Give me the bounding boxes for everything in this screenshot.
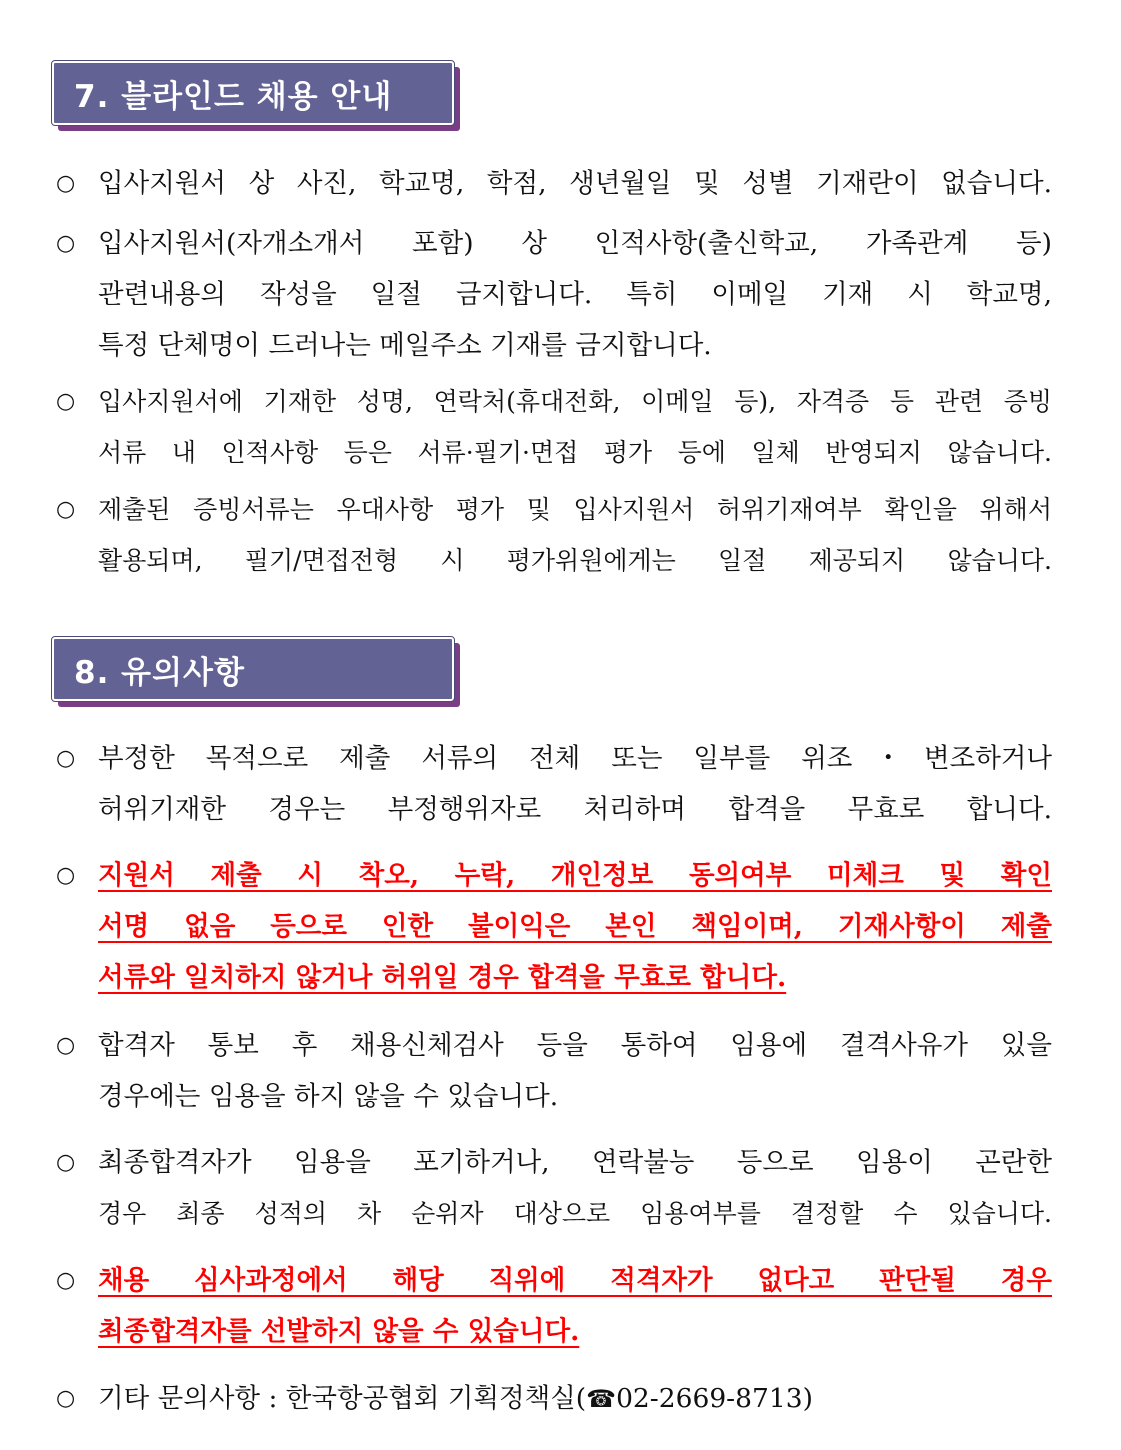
item-line: 경우에는 임용을 하지 않을 수 있습니다. [98,1081,559,1112]
contact-prefix: 기타 문의사항 : 한국항공협회 기획정책실( [98,1383,587,1414]
bullet-icon: ○ [56,497,76,522]
item-line: 제출된 증빙서류는 우대사항 평가 및 입사지원서 허위기재여부 확인을 위해서 [98,495,1052,524]
item-line: 최종합격자가 임용을 포기하거나, 연락불능 등으로 임용이 곤란한 [98,1147,1052,1178]
item-line-text: 서명 없음 등으로 인한 불이익은 본인 책임이며, 기재사항이 제출 [98,911,1052,942]
section8-header [52,637,454,701]
item-line-emphasis [98,1255,1052,1306]
bullet-icon: ○ [56,389,76,414]
item-line-emphasis [98,850,1052,901]
item-line: 입사지원서 상 사진, 학교명, 학점, 생년월일 및 성별 기재란이 없습니다. [98,168,1052,199]
bullet-icon: ○ [56,1150,76,1175]
section8-item-5-emphasis [52,1255,1052,1357]
bullet-icon: ○ [56,1386,76,1411]
section8-header-box [52,637,454,701]
section7-title: 7. 블라인드 채용 안내 [74,78,393,115]
item-line: 서류 내 인적사항 등은 서류·필기·면접 평가 등에 일체 반영되지 않습니다. [98,438,1052,467]
item-line-text: 지원서 제출 시 착오, 누락, 개인정보 동의여부 미체크 및 확인 [98,860,1052,891]
section8-item-3 [52,1020,1052,1122]
section8-title: 8. 유의사항 [74,654,245,691]
item-line: 입사지원서(자개소개서 포함) 상 인적사항(출신학교, 가족관계 등) [98,228,1052,259]
item-line: 특정 단체명이 드러나는 메일주소 기재를 금지합니다. [98,330,712,361]
item-line-text: 채용 심사과정에서 해당 직위에 적격자가 없다고 판단될 경우 [98,1265,1052,1296]
item-line-text: 최종합격자를 선발하지 않을 수 있습니다. [98,1316,580,1347]
bullet-icon: ○ [56,231,76,256]
bullet-icon: ○ [56,746,76,771]
bullet-icon: ○ [56,171,76,196]
item-line-emphasis [98,1306,1052,1357]
section7-item-1 [52,158,1052,209]
contact-phone: 02-2669-8713) [616,1383,813,1414]
phone-icon: ☎ [586,1385,617,1413]
item-line: 관련내용의 작성을 일절 금지합니다. 특히 이메일 기재 시 학교명, [98,279,1052,310]
section7-item-4 [52,484,1052,586]
item-line: 입사지원서에 기재한 성명, 연락처(휴대전화, 이메일 등), 자격증 등 관련 증빙 [98,387,1052,416]
section8-item-4 [52,1137,1052,1239]
section7-item-2 [52,218,1052,371]
section7-header [52,61,454,125]
section8-item-1 [52,733,1052,835]
contact-line [98,1373,1052,1425]
item-line-emphasis [98,952,1052,1003]
bullet-icon: ○ [56,1033,76,1058]
item-line-text: 서류와 일치하지 않거나 허위일 경우 합격을 무효로 합니다. [98,962,787,993]
section8-item-6-contact [52,1373,1052,1425]
section8-item-2-emphasis [52,850,1052,1003]
item-line: 부정한 목적으로 제출 서류의 전체 또는 일부를 위조・변조하거나 [98,743,1052,774]
item-line-emphasis [98,901,1052,952]
item-line: 허위기재한 경우는 부정행위자로 처리하며 합격을 무효로 합니다. [98,794,1052,825]
bullet-icon: ○ [56,863,76,888]
section7-header-box [52,61,454,125]
item-line: 합격자 통보 후 채용신체검사 등을 통하여 임용에 결격사유가 있을 [98,1030,1052,1061]
section7-item-3 [52,376,1052,478]
item-line: 경우 최종 성적의 차 순위자 대상으로 임용여부를 결정할 수 있습니다. [98,1199,1052,1228]
item-line: 활용되며, 필기/면접전형 시 평가위원에게는 일절 제공되지 않습니다. [98,546,1052,575]
bullet-icon: ○ [56,1268,76,1293]
